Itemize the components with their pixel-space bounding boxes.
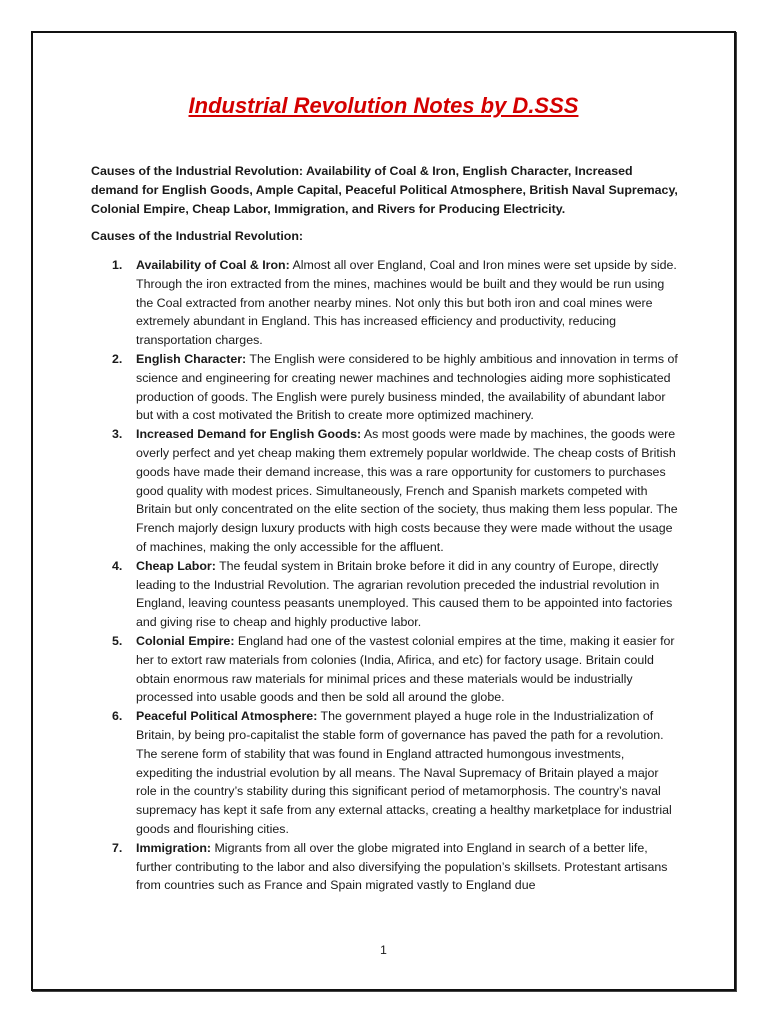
list-item-text: The English were considered to be highly ambitious and innovation in terms of science and engineering for creating newer machines and technologies aiding more sophisticated production of goods. The English were purely business minded, the availability of abundant labor but with a cost motivated the British to create more optimized machinery. [136,351,678,423]
list-item [112,707,681,839]
list-heading: Causes of the Industrial Revolution: [91,229,304,243]
list-item-number: 4. [112,558,123,573]
list-item-text: As most goods were made by machines, the goods were overly perfect and yet cheap making them extremely popular worldwide. The cheap costs of British goods have made their demand increase, this was a rare opportunity for customers to purchases good quality with modest prices. Simultaneously, French and Spanish markets competed with Britain but only concentrated on the elite section of the society, thus making them less popular. The French majorly design luxury products with high costs because they were made without the usage of machines, making the only accessible for the affluent. [136,427,678,554]
list-item-number: 1. [112,258,123,272]
list-item-term: Increased Demand for English Goods: [136,427,362,442]
page-number: 1 [380,943,387,957]
list-item-term: Availability of Coal & Iron: [136,258,290,272]
list-item-text: England had one of the vastest colonial empires at the time, making it easier for her to extort raw materials from colonies (India, Afirica, and etc) for factory usage. Britain could obtain enormous raw materials for minimal prices and these materials would be industrially processed into usable goods and then be sold all around the globe. [136,633,675,705]
list-item [112,350,681,425]
list-item-term: Peaceful Political Atmosphere: [136,709,318,724]
document-title: Industrial Revolution Notes by D.SSS [188,93,579,118]
list-item-number: 6. [112,709,123,724]
list-item-term: Cheap Labor: [136,558,216,573]
list-item-number: 5. [112,633,123,648]
list-item [112,557,681,632]
list-item-term: English Character: [136,351,247,366]
summary-paragraph: Causes of the Industrial Revolution: Availability of Coal & Iron, English Character, Increased demand for English Goods, Ample Capital, Peaceful Political Atmosphere, British Naval Supremacy, Colonial Empire, Cheap Labor, Immigration, and Rivers for Producing Electricity. [91,164,678,216]
list-item-text: Migrants from all over the globe migrated into England in search of a better life, further contributing to the labor and also diversifying the population’s skillsets. Protestant artisans from countries such as France and Spain migrated vastly to England due [136,840,668,893]
list-item-number: 2. [112,351,123,366]
list-item-text: The government played a huge role in the Industrialization of Britain, by being pro-capitalist the stable form of governance has paved the path for a revolution. The serene form of stability that was found in England attracted humongous investments, expediting the industrial evolution by all means. The Naval Supremacy of Britain played a major role in the country’s stability during this significant period of metamorphosis. The country’s naval supremacy has kept it safe from any external attacks, creating a healthy marketplace for industrial goods and flourishing cities. [136,709,672,836]
list-item [112,425,681,557]
list-item [112,256,681,350]
list-item-text: The feudal system in Britain broke before it did in any country of Europe, directly leading to the Industrial Revolution. The agrarian revolution preceded the industrial revolution in England, leaving countess peasants unemployed. This caused them to be appointed into factories and giving rise to cheap and highly productive labor. [136,558,673,630]
list-item [112,839,681,895]
list-item-text: Almost all over England, Coal and Iron mines were set upside by side. Through the iron extracted from the mines, machines would be built and they would be run using the Coal extracted from another nearby mines. Not only this but both iron and coal mines were extremely abundant in England. This has increased efficiency and productivity, reducing transportation charges. [136,258,677,348]
list-item-number: 7. [112,840,123,855]
list-item-term: Immigration: [136,840,212,855]
causes-list [112,256,681,895]
list-item-term: Colonial Empire: [136,633,235,648]
list-item [112,632,681,707]
list-item-number: 3. [112,427,123,442]
